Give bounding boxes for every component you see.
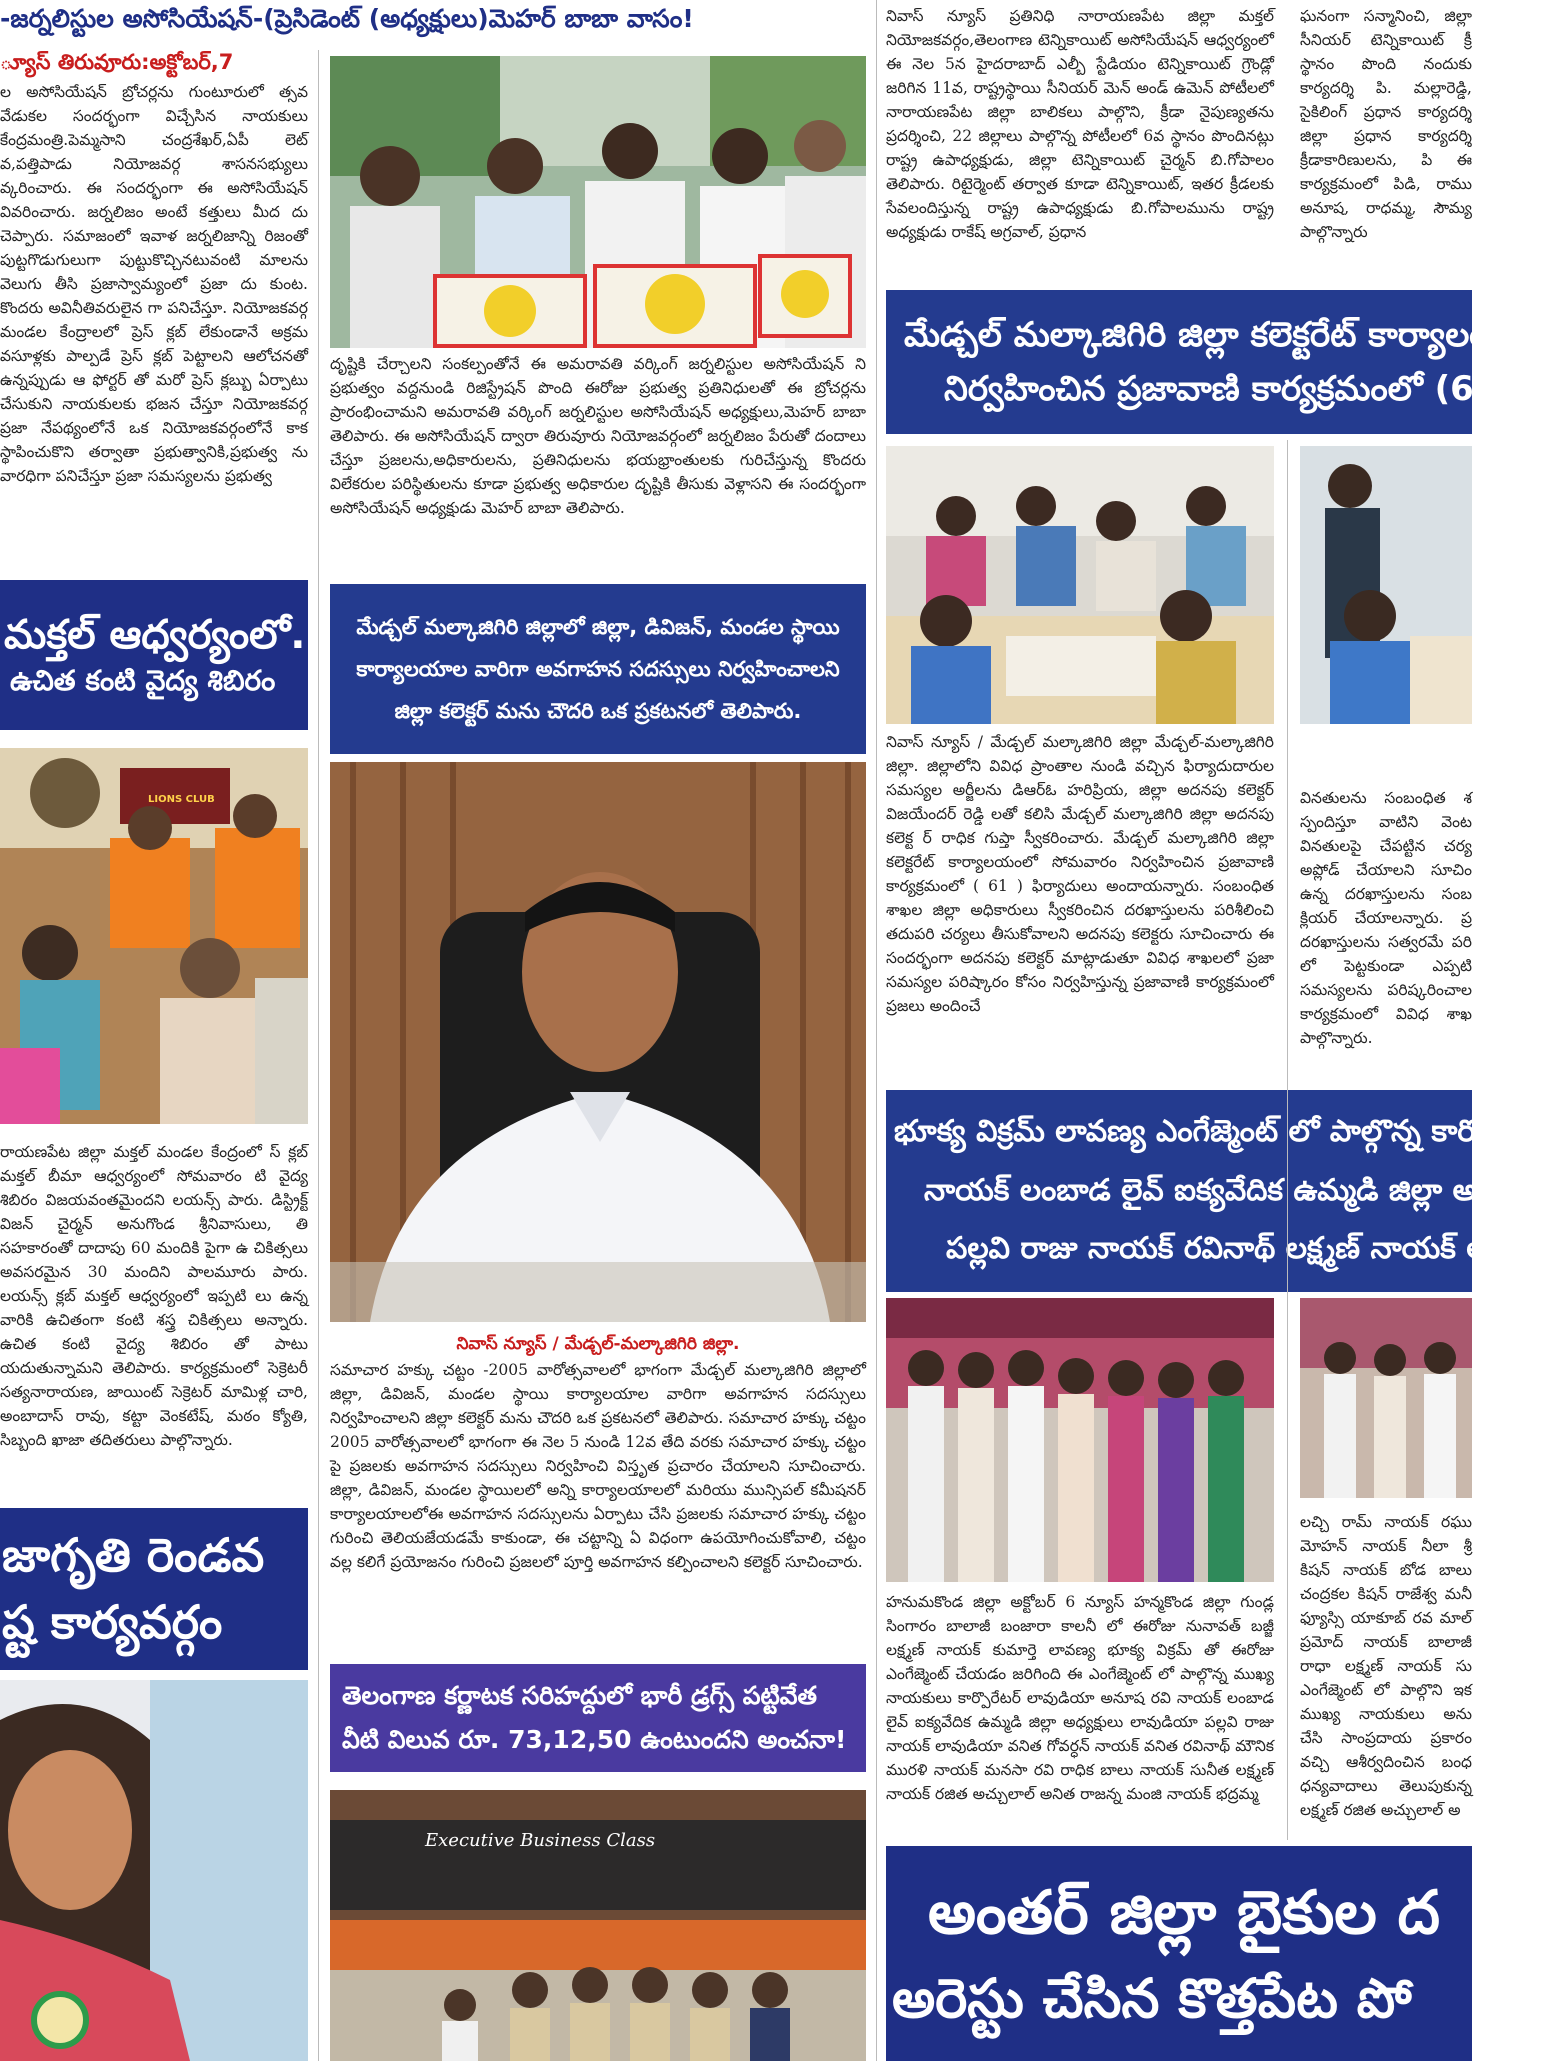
portrait-photo (0, 1680, 308, 2061)
headline-banner: భూక్య విక్రమ్ లావణ్య ఎంగేజ్మెంట్ లో పాల్గొన్న కార్పొరే నాయక్ లంబాడ లైవ్ ఐక్యవేదిక ఉమ్మడి జిల్లా అధ్య పల్లవి రాజు నాయక్ రవినాథ్ లక్ష్మణ్ నాయక్ అ (886, 1090, 1472, 1292)
column-divider (1287, 440, 1288, 1840)
article-body: సమాచార హక్కు చట్టం -2005 వారోత్సవాలలో భాగంగా మేడ్చల్ మల్కాజిగిరి జిల్లాలో జిల్లా, డివిజన్, మండల స్థాయి కార్యాలయాల వారిగా అవగాహన సదస్సులు నిర్వహించాలని జిల్లా కలెక్టర్ మను చౌదరి ఒక ప్రకటనలో తెలిపారు. సమాచార హక్కు చట్టం 2005 వారోత్సవాలలో భాగంగా ఈ నెల 5 నుండి 12వ తేది వరకు సమాచార హక్కు చట్టం పై ప్రజలకు అవగాహన సదస్సులు నిర్వహించి విస్తృత ప్రచారం చేయాలని సూచించారు. జిల్లా, డివిజన్, మండల స్థాయిలలో అన్ని కార్యాలయాలలో మరియు మున్సిపల్ కమీషనర్ కార్యాలయాలలోఈ అవగాహన సదస్సులను ఏర్పాటు చేసి ప్రజలకు సమాచార హక్కు చట్టం గురించి తెలియజేయడమే కాకుండా, ఈ చట్టాన్ని ఏ విధంగా ఉపయోగించుకోవాలి, చట్టం వల్ల కలిగే ప్రయోజనం గురించి ప్రజలలో పూర్తి అవగాహన కల్పించాలని కలెక్టర్ సూచించారు. (330, 1361, 866, 1572)
article-body: ల అసోసియేషన్ బ్రోచర్లను గుంటూరులో త్సవ వేడుకల సందర్భంగా విచ్చేసిన నాయకులు కేంద్రమంత్రి.పెమ్మసాని చంద్రశేఖర్,ఏపీ లెట్ వ,పత్తిపాడు నియోజవర్గ శాసనసభ్యులు వ్కరించారు. ఈ సందర్భంగా ఈ అసోసియేషన్ వివరించారు. జర్నలిజం అంటే కత్తులు మీద దు చెప్పారు. సమాజంలో ఇవాళ జర్నలిజాన్ని రిజంతో పుట్టగొడుగులుగా పుట్టుకొచ్చినటువంటి మాలను వెలుగు తీసి ప్రజాస్వామ్యంలో ప్రజా దు కుంట. కొందరు అవినీతివరులైన గా పనిచేస్తూ. నియోజకవర్గ మండల కేంద్రాలలో ప్రెస్ క్లబ్ లేకుండానే అక్రమ వసూళ్లకు పాల్పడే ప్రెస్ క్లబ్ పెట్టాలని ఆలోచనతో ఉన్నప్పుడు ఆ ఫోర్టర్ తో మరో ప్రెస్ క్లబ్బు ఏర్పాటు చేసుకుని నాయకులకు భజన చేస్తూ నియోజకవర్గ ప్రజా నేపథ్యంలోనే ఒక నియోజకవర్గంలోనే కాక స్థాపించుకొని తర్వాతా ప్రభుత్వానికి,ప్రభుత్వ ను వారధిగా పనిచేస్తూ ప్రజా సమస్యలను ప్రభుత్వ (0, 83, 308, 486)
article-body: వినతులను సంబంధిత శ స్పందిస్తూ వాటిని వెంట వినతులపై చేపట్టిన చర్య అప్లోడ్ చేయాలని సూచిం ఉన్న దరఖాస్తులను సంబ క్లియర్ చేయాలన్నారు. ప్ర దరఖాస్తులను సత్వరమే పరి లో పెట్టకుండా ఎప్పటి సమస్యలను పరిష్కరించాల కార్యక్రమంలో వివిధ శాఖ పాల్గొన్నారు. (1300, 789, 1472, 1048)
article-body: నివాస్ న్యూస్ ప్రతినిధి నారాయణపేట జిల్లా మక్తల్ నియోజకవర్గం,తెలంగాణ టెన్నికాయిట్ అసోసియేషన్ ఆధ్వర్యంలో ఈ నెల 5న హైదరాబాద్ ఎల్బీ స్టేడియం టెన్నికాయిట్ గ్రౌండ్లో జరిగిన 11వ, రాష్ట్రస్థాయి సీనియర్ మెన్ అండ్ ఉమెన్ పోటీలలో నారాయణపేట జిల్లా బాలికలు పాల్గొని, క్రీడా నైపుణ్యతను ప్రదర్శించి, 22 జిల్లాలు పాల్గొన్న పోటీలలో 6వ స్థానం పొందినట్లు రాష్ట్ర ఉపాధ్యక్షుడు, జిల్లా టెన్నికాయిట్ చైర్మన్ బి.గోపాలం తెలిపారు. రిటైర్మెంట్ తర్వాత కూడా టెన్నికాయిట్, ఇతర క్రీడలకు సేవలందిస్తున్న రాష్ట్ర ఉపాధ్యక్షుడు బి.గోపాలమును రాష్ట్ర అధ్యక్షుడు రాకేష్ అగ్రవాల్, ప్రధాన (886, 7, 1274, 242)
article-body: రాయణపేట జిల్లా మక్తల్ మండల కేంద్రంలో స్ క్లబ్ మక్తల్ బీమా ఆధ్వర్యంలో సోమవారం టి వైద్య శిబిరం విజయవంతమైందని లయన్స్ పారు. డిస్ట్రిక్ట్ విజన్ చైర్మన్ అనుగొండ శ్రీనివాసులు, తి సహకారంతో దాదాపు 60 మందికి పైగా ఉ చికిత్సలు అవసరమైన 30 మందిని పాలమూరు పారు. లయన్స్ క్లబ్ మక్తల్ ఆధ్వర్యంలో ఇప్పటి లు ఉన్న వారికి ఉచితంగా కంటి శస్త్ర చికిత్సలు అన్నారు. ఉచిత కంటి వైద్య శిబిరం తో పాటు యదుతున్నామని తెలిపారు. కార్యక్రమంలో సెక్రెటరీ సత్యనారాయణ, జాయింట్ సెక్రెటర్ మామిళ్ల చారి, అంబాదాస్ రావు, కట్టా వెంకటేష్, మఠం క్యోతి, సిబ్బంది ఖాజా తదితరులు పాల్గొన్నారు. (0, 1143, 308, 1450)
top-headline: -జర్నలిస్టుల అసోసియేషన్-(ప్రెసిడెంట్ (అధ్యక్షులు)మెహర్ బాబా వాసం! (0, 4, 694, 33)
article-body: నివాస్ న్యూస్ / మేడ్చల్ మల్కాజిగిరి జిల్లా మేడ్చల్-మల్కాజిగిరి జిల్లా. జిల్లాలోని వివిధ ప్రాంతాల నుండి వచ్చిన ఫిర్యాదుదారుల సమస్యల అర్జీలను డిఆర్ఓ హరిప్రియ, జిల్లా అదనపు కలెక్టర్ విజయేందర్ రెడ్డి లతో కలిసి మేడ్చల్ మల్కాజిగిరి జిల్లా అదనపు కలెక్ట ర్ రాధిక గుప్తా స్వీకరించారు. మేడ్చల్ మల్కాజిగిరి జిల్లా కలెక్టరేట్ కార్యాలయంలో సోమవారం నిర్వహించిన ప్రజావాణి కార్యక్రమంలో ( 61 ) ఫిర్యాదులు అందాయన్నారు. సంబంధిత శాఖల జిల్లా అధికారులు స్వీకరించిన దరఖాస్తులను పరిశీలించి తదుపరి చర్యలు తీసుకోవాలని అదనపు కలెక్టరు సూచించారు ఈ సందర్భంగా అదనపు కలెక్టర్ మాట్లాడుతూ వివిధ శాఖలలో ప్రజా సమస్యల పరిష్కారం కోసం నిర్వహిస్తున్న ప్రజావాణి కార్యక్రమంలో ప్రజలు అందించే (886, 733, 1274, 1016)
headline-banner: తెలంగాణ కర్ణాటక సరిహద్దులో భారీ డ్రగ్స్ పట్టివేత వీటి విలువ రూ. 73,12,50 ఉంటుందని అంచనా! (330, 1664, 866, 1772)
headline-banner: మక్తల్ ఆధ్వర్యంలో. ఉచిత కంటి వైద్య శిబిరం (0, 580, 308, 730)
engagement-photo-2 (1300, 1298, 1472, 1498)
article-body: దృష్టికి చేర్చాలని సంకల్పంతోనే ఈ అమరావతి వర్కింగ్ జర్నలిస్టుల అసోసియేషన్ ని ప్రభుత్వం వద్దనుండి రిజిస్ట్రేషన్ పొంది ఈరోజు ప్రభుత్వ ప్రతినిధులతో ఈ బ్రోచర్లను ప్రారంభించామని అమరావతి వర్కింగ్ జర్నలిస్టుల అసోసియేషన్ అధ్యక్షులు,మెహర్ బాబా తెలిపారు. ఈ అసోసియేషన్ ద్వారా తిరువూరు నియోజవర్గంలో జర్నలిజం పేరుతో దందాలు చేస్తూ ప్రజలను,అధికారులను, ప్రతినిధులను భయభ్రాంతులకు గురిచేస్తున్న కొందరు విలేకరుల పరిస్థితులను కూడా ప్రభుత్వ అధికారుల దృష్టికి తీసుకు వెళ్లాసని ఈ సందర్భంగా అసోసియేషన్ అధ్యక్షుడు మెహర్ బాబా తెలిపారు. (330, 355, 866, 518)
engagement-photo (886, 1298, 1274, 1582)
officer-photo (1300, 446, 1472, 724)
journalists-group-photo (330, 56, 866, 348)
collector-portrait-photo (330, 762, 866, 1322)
article-body: ఘనంగా సన్మానించి, జిల్లా సీనియర్ టెన్నికాయిట్ క్రీ స్థానం పొంది నందుకు కార్యదర్శి పి. మల్లారెడ్డి, సైకిలింగ్ ప్రధాన కార్యదర్శి జిల్లా ప్రధాన కార్యదర్శి క్రీడాకారిణులను, పి ఈ కార్యక్రమంలో పిడి, రాము అనూష, రాధమ్మ, సౌమ్య పాల్గొన్నారు (1300, 7, 1472, 242)
article-body: లచ్చి రామ్ నాయక్ రఘు మోహన్ నాయక్ నీలా శ్రీ కిషన్ నాయక్ బోడ బాలు చంద్రకల కిషన్ రాజేశ్వ మనీ ఫ్యూస్సి యాకూబ్ రవ మాల్ ప్రమోద్ నాయక్ బాలాజీ రాధా లక్ష్మణ్ నాయక్ సు ఎంగేజ్మెంట్ లో పాల్గొని ఇక ముఖ్య నాయకులు అను చేసి సాంప్రదాయ ప్రకారం వచ్చి ఆశీర్వదించిన బంధ ధన్యవాదాలు తెలుపుకున్న లక్ష్మణ్ రజిత అచ్చులాల్ అ (1300, 1513, 1472, 1820)
column-divider (876, 0, 877, 2061)
bus-lettering: Executive Business Class (425, 1830, 656, 1851)
headline-banner: మేడ్చల్ మల్కాజిగిరి జిల్లా కలెక్టరేట్ కార్యాలయం నిర్వహించిన ప్రజావాణి కార్యక్రమంలో (61) ఫి (886, 290, 1472, 434)
article-body: హనుమకొండ జిల్లా అక్టోబర్ 6 న్యూస్ హన్మకొండ జిల్లా గుండ్ల సింగారం బాలాజీ బంజారా కాలనీ లో ఈరోజు నునావత్ బజ్జీ లక్ష్మణ్ నాయక్ కుమార్తె లావణ్య భూక్య విక్రమ్ తో ఈరోజు ఎంగేజ్మెంట్ చేయడం జరిగింది ఈ ఎంగేజ్మెంట్ లో పాల్గొన్న ముఖ్య నాయకులు కార్పొరేటర్ లావుడియా అనూష రవి నాయక్ లంబాడ లైవ్ ఐక్యవేదిక ఉమ్మడి జిల్లా అధ్యక్షులు లావుడియా పల్లవి రాజు నాయక్ లావుడియా వనిత గోవర్ధన్ నాయక్ వనిత రవినాథ్ మౌనిక మురళి నాయక్ మనసా రవి రాధిక బాలు నాయక్ సునీత లక్ష్మణ్ నాయక్ రజిత అచ్చులాల్ అనిత రాజన్న మంజి నాయక్ భద్రమ్మ (886, 1593, 1274, 1804)
headline-banner: అంతర్ జిల్లా బైకుల ద అరెస్టు చేసిన కొత్తపేట పో (886, 1846, 1472, 2061)
dateline: ్యూస్ తిరువూరు:అక్టోబర్,7 (0, 50, 234, 74)
prajavani-photo (886, 446, 1274, 724)
bus-seizure-photo (330, 1790, 866, 2061)
dateline: నివాస్ న్యూస్ / మేడ్చల్-మల్కాజిగిరి జిల్లా. (456, 1334, 740, 1354)
headline-banner: మేడ్చల్ మల్కాజిగిరి జిల్లాలో జిల్లా, డివిజన్, మండల స్థాయి కార్యాలయాల వారిగా అవగాహన సదస్సులు నిర్వహించాలని జిల్లా కలెక్టర్ మను చౌదరి ఒక ప్రకటనలో తెలిపారు. (330, 584, 866, 754)
column-divider (318, 50, 319, 2061)
headline-banner: జాగృతి రెండవ ష్ట కార్యవర్గం (0, 1508, 308, 1670)
photo-badge: LIONS CLUB (148, 794, 215, 805)
eye-camp-photo (0, 748, 308, 1124)
